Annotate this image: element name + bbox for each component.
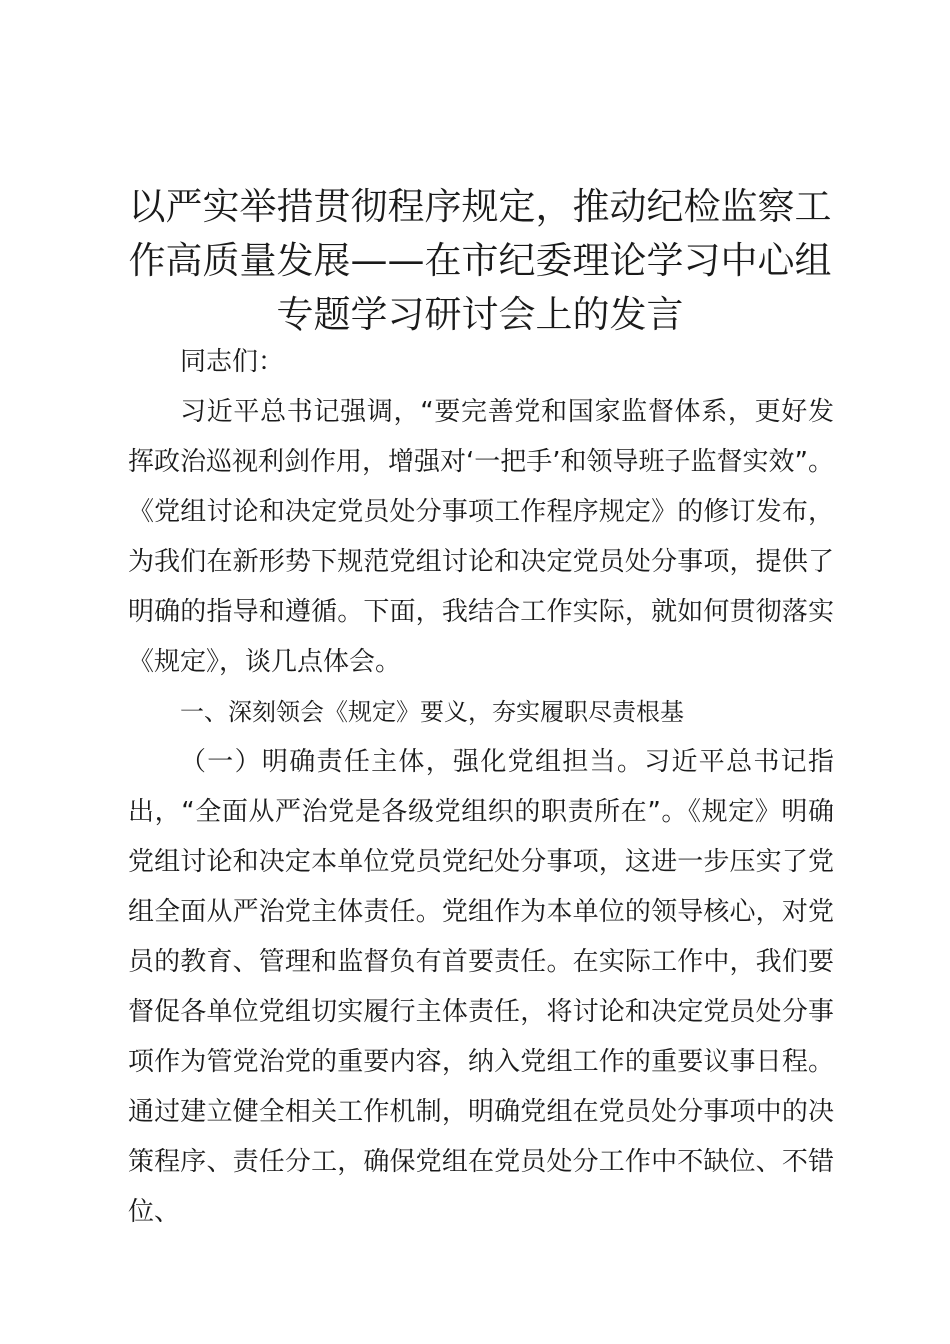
document-title: 以严实举措贯彻程序规定，推动纪检监察工作高质量发展——在市纪委理论学习中心组专题学习研讨会上的发言: [128, 185, 832, 336]
salutation: 同志们：: [180, 347, 285, 377]
intro-paragraph: 习近平总书记强调，“要完善党和国家监督体系，更好发挥政治巡视利剑作用，增强对‘一把手’和领导班子监督实效”。《党组讨论和决定党员处分事项工作程序规定》的修订发布，为我们在新形势下规范党组讨论和决定党员处分事项，提供了明确的指导和遵循。下面，我结合工作实际，就如何贯彻落实《规定》，谈几点体会。: [128, 397, 834, 677]
section-paragraph: （一）明确责任主体，强化党组担当。习近平总书记指出，“全面从严治党是各级党组织的职责所在”。《规定》明确党组讨论和决定本单位党员党纪处分事项，这进一步压实了党组全面从严治党主体责任。党组作为本单位的领导核心，对党员的教育、管理和监督负有首要责任。在实际工作中，我们要督促各单位党组切实履行主体责任，将讨论和决定党员处分事项作为管党治党的重要内容，纳入党组工作的重要议事日程。通过建立健全相关工作机制，明确党组在党员处分事项中的决策程序、责任分工，确保党组在党员处分工作中不缺位、不错位、: [128, 747, 834, 1227]
section-heading: 一、深刻领会《规定》要义，夯实履职尽责根基: [180, 698, 684, 726]
document-body: [128, 337, 834, 1237]
